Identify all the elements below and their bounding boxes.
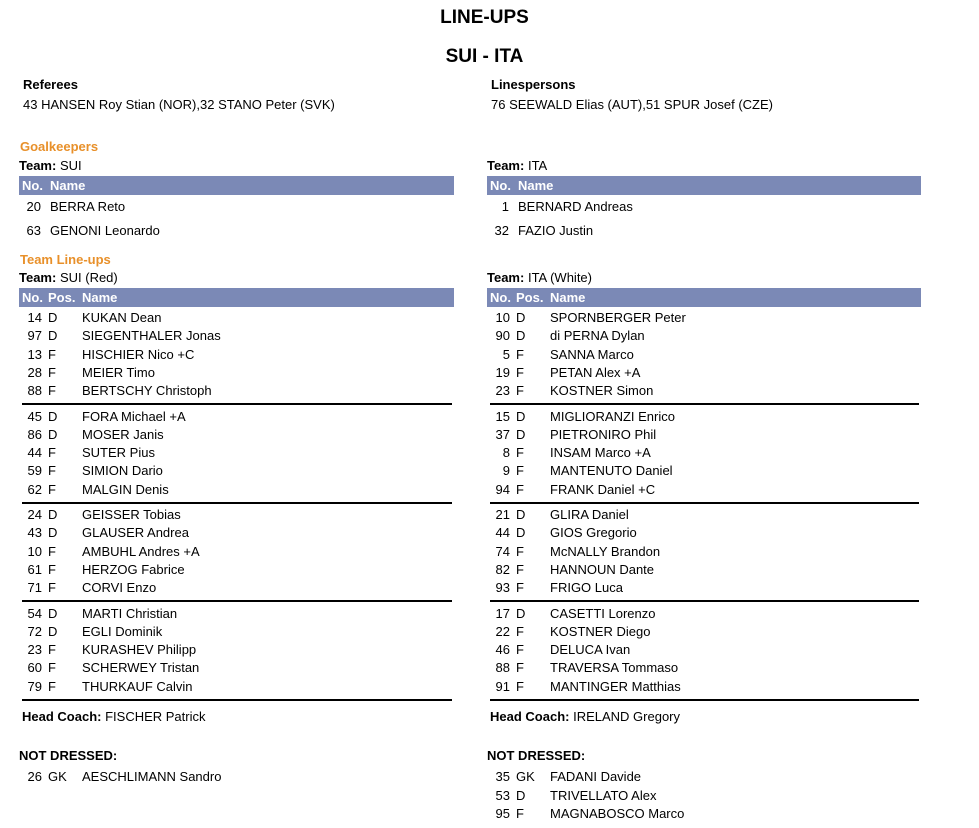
- player-position: D: [516, 605, 526, 621]
- player-number: 44: [495, 525, 510, 541]
- player-position: F: [48, 481, 56, 497]
- not-dressed-row: [19, 768, 454, 786]
- head-coach-label: Head Coach:: [490, 709, 570, 724]
- player-number: 97: [27, 328, 42, 344]
- player-name: MARTI Christian: [82, 605, 178, 621]
- head-coach-name: FISCHER Patrick: [105, 709, 206, 724]
- player-position: F: [516, 678, 524, 694]
- player-position: F: [516, 346, 524, 362]
- player-position: F: [516, 445, 524, 461]
- header-name: Name: [550, 290, 586, 305]
- header-name: Name: [518, 178, 554, 193]
- player-number: 54: [27, 605, 42, 621]
- player-position: GK: [516, 769, 535, 784]
- player-position: F: [48, 580, 56, 596]
- player-position: F: [48, 346, 56, 362]
- player-name: FRIGO Luca: [550, 580, 623, 596]
- lineup-team-label: [487, 270, 592, 285]
- player-number: 72: [27, 623, 42, 639]
- player-name: BERTSCHY Christoph: [82, 383, 212, 399]
- player-row: [19, 579, 454, 597]
- player-name: MAGNABOSCO Marco: [550, 806, 685, 821]
- player-row: [487, 426, 921, 444]
- player-position: F: [48, 543, 56, 559]
- player-name: SANNA Marco: [550, 346, 634, 362]
- header-pos: Pos.: [48, 290, 76, 305]
- player-row: [19, 641, 454, 659]
- player-number: 23: [495, 383, 510, 399]
- player-name: FORA Michael +A: [82, 408, 186, 424]
- player-number: 19: [495, 364, 510, 380]
- player-position: F: [516, 383, 524, 399]
- player-number: 53: [495, 787, 510, 803]
- player-number: 82: [495, 561, 510, 577]
- header-no: No.: [22, 290, 43, 305]
- not-dressed-label: NOT DRESSED:: [19, 748, 118, 763]
- line-separator: [490, 403, 919, 405]
- player-name: MANTINGER Matthias: [550, 678, 681, 694]
- player-row: [487, 543, 921, 561]
- player-number: 13: [27, 346, 42, 362]
- player-number: 5: [502, 346, 510, 362]
- player-row: [487, 309, 921, 327]
- player-position: F: [516, 561, 524, 577]
- player-number: 63: [26, 223, 41, 238]
- player-name: PETAN Alex +A: [550, 364, 641, 380]
- player-name: SCHERWEY Tristan: [82, 660, 200, 676]
- player-position: F: [516, 642, 524, 658]
- player-name: GLIRA Daniel: [550, 507, 629, 522]
- page-title: LINE-UPS: [440, 7, 529, 28]
- team-lineups-heading: Team Line-ups: [20, 252, 111, 267]
- goalkeeper-row: [19, 198, 454, 216]
- player-name: GEISSER Tobias: [82, 507, 181, 522]
- lineup-team-name: SUI (Red): [59, 270, 118, 285]
- player-row: [19, 543, 454, 561]
- player-number: 62: [27, 481, 42, 497]
- player-number: 17: [495, 605, 510, 621]
- player-row: [19, 605, 454, 623]
- player-row: [19, 524, 454, 542]
- team-label: Team:: [19, 158, 57, 173]
- player-name: HISCHIER Nico +C: [82, 346, 195, 362]
- player-position: F: [48, 561, 56, 577]
- head-coach: [22, 709, 206, 724]
- player-row: [19, 346, 454, 364]
- player-number: 88: [495, 660, 510, 676]
- player-position: F: [48, 463, 56, 479]
- player-row: [487, 327, 921, 345]
- player-name: THURKAUF Calvin: [82, 678, 193, 694]
- player-number: 88: [27, 383, 42, 399]
- referees-label: Referees: [23, 77, 78, 92]
- player-number: 15: [495, 408, 510, 424]
- player-name: AMBUHL Andres +A: [82, 543, 200, 559]
- player-name: CASETTI Lorenzo: [550, 605, 656, 621]
- player-name: SPORNBERGER Peter: [550, 310, 686, 325]
- player-name: BERNARD Andreas: [518, 199, 633, 214]
- lineup-team-label: [19, 270, 118, 285]
- line-separator: [22, 502, 452, 504]
- player-name: MEIER Timo: [82, 364, 155, 380]
- player-row: [19, 382, 454, 400]
- player-row: [19, 659, 454, 677]
- line-separator: [490, 699, 919, 701]
- player-name: GENONI Leonardo: [50, 223, 160, 238]
- player-position: D: [516, 525, 526, 541]
- linespersons-value: 76 SEEWALD Elias (AUT),51 SPUR Josef (CZE): [491, 97, 773, 112]
- player-name: di PERNA Dylan: [550, 328, 645, 344]
- player-row: [19, 364, 454, 382]
- player-position: D: [516, 328, 526, 344]
- player-position: F: [48, 445, 56, 461]
- player-row: [487, 678, 921, 696]
- player-row: [19, 426, 454, 444]
- player-name: MALGIN Denis: [82, 481, 169, 497]
- player-name: KUKAN Dean: [82, 310, 162, 325]
- player-row: [487, 641, 921, 659]
- head-coach: [490, 709, 680, 724]
- player-position: F: [48, 642, 56, 658]
- player-number: 44: [27, 445, 42, 461]
- goalkeepers-heading: Goalkeepers: [20, 139, 99, 154]
- player-name: GLAUSER Andrea: [82, 525, 189, 541]
- gk-team-label: [487, 158, 547, 173]
- player-name: CORVI Enzo: [82, 580, 157, 596]
- player-row: [487, 481, 921, 499]
- team-label: Team:: [487, 158, 525, 173]
- player-row: [19, 327, 454, 345]
- player-row: [487, 659, 921, 677]
- player-position: D: [516, 310, 526, 325]
- player-number: 26: [27, 769, 42, 784]
- header-no: No.: [490, 290, 511, 305]
- player-number: 20: [26, 199, 41, 214]
- player-position: F: [516, 623, 524, 639]
- player-row: [487, 462, 921, 480]
- head-coach-label: Head Coach:: [22, 709, 102, 724]
- line-separator: [22, 600, 452, 602]
- gk-team-name: ITA: [527, 158, 548, 173]
- player-row: [487, 346, 921, 364]
- player-position: F: [48, 660, 56, 676]
- player-name: DELUCA Ivan: [550, 642, 631, 658]
- player-name: KOSTNER Simon: [550, 383, 654, 399]
- player-name: KURASHEV Philipp: [82, 642, 197, 658]
- player-position: D: [516, 408, 526, 424]
- player-row: [487, 506, 921, 524]
- player-row: [487, 561, 921, 579]
- player-row: [487, 605, 921, 623]
- player-number: 10: [27, 543, 42, 559]
- head-coach-name: IRELAND Gregory: [573, 709, 681, 724]
- player-name: FAZIO Justin: [518, 223, 594, 238]
- player-position: F: [516, 580, 524, 596]
- player-number: 1: [501, 199, 509, 214]
- player-position: D: [48, 426, 58, 442]
- player-row: [19, 506, 454, 524]
- team-label: Team:: [19, 270, 57, 285]
- player-number: 93: [495, 580, 510, 596]
- player-number: 10: [495, 310, 510, 325]
- player-name: SUTER Pius: [82, 445, 155, 461]
- goalkeeper-row: [487, 222, 921, 240]
- player-row: [19, 408, 454, 426]
- player-number: 21: [495, 507, 510, 522]
- not-dressed-row: [487, 768, 921, 786]
- lineup-header: [19, 288, 454, 307]
- line-separator: [22, 403, 452, 405]
- not-dressed-label: NOT DRESSED:: [487, 748, 586, 763]
- player-number: 43: [27, 525, 42, 541]
- player-number: 24: [27, 507, 42, 522]
- player-row: [19, 561, 454, 579]
- player-number: 74: [495, 543, 510, 559]
- header-name: Name: [82, 290, 118, 305]
- player-position: GK: [48, 769, 67, 784]
- player-name: TRAVERSA Tommaso: [550, 660, 679, 676]
- lineup-team-name: ITA (White): [527, 270, 592, 285]
- player-number: 37: [495, 426, 510, 442]
- player-position: F: [516, 463, 524, 479]
- player-number: 79: [27, 678, 42, 694]
- player-row: [19, 481, 454, 499]
- player-number: 35: [495, 769, 510, 784]
- player-position: D: [48, 525, 58, 541]
- gk-team-label: [19, 158, 82, 173]
- player-number: 61: [27, 561, 42, 577]
- player-row: [19, 678, 454, 696]
- player-position: F: [48, 364, 56, 380]
- player-name: MANTENUTO Daniel: [550, 463, 673, 479]
- player-number: 9: [502, 463, 510, 479]
- player-number: 14: [27, 310, 42, 325]
- player-name: FRANK Daniel +C: [550, 481, 656, 497]
- team-label: Team:: [487, 270, 525, 285]
- player-position: F: [516, 806, 524, 821]
- lineup-header: [487, 288, 921, 307]
- player-row: [487, 524, 921, 542]
- player-row: [487, 364, 921, 382]
- player-row: [487, 408, 921, 426]
- player-row: [487, 623, 921, 641]
- player-number: 60: [27, 660, 42, 676]
- goalkeeper-row: [487, 198, 921, 216]
- player-row: [487, 382, 921, 400]
- player-name: BERRA Reto: [50, 199, 126, 214]
- player-number: 90: [495, 328, 510, 344]
- player-number: 8: [502, 445, 510, 461]
- player-position: D: [48, 408, 58, 424]
- player-number: 28: [27, 364, 42, 380]
- player-number: 32: [494, 223, 509, 238]
- player-name: AESCHLIMANN Sandro: [82, 769, 222, 784]
- player-position: F: [48, 383, 56, 399]
- player-number: 23: [27, 642, 42, 658]
- player-name: TRIVELLATO Alex: [550, 787, 657, 803]
- goalkeepers-header: [19, 176, 454, 195]
- not-dressed-row: [487, 805, 921, 823]
- player-row: [487, 444, 921, 462]
- header-name: Name: [50, 178, 86, 193]
- player-row: [19, 623, 454, 641]
- player-name: KOSTNER Diego: [550, 623, 651, 639]
- player-position: D: [516, 787, 526, 803]
- line-separator: [490, 502, 919, 504]
- player-row: [19, 444, 454, 462]
- player-position: F: [48, 678, 56, 694]
- linespersons-label: Linespersons: [491, 77, 576, 92]
- player-position: D: [516, 507, 526, 522]
- header-no: No.: [22, 178, 43, 193]
- player-name: MIGLIORANZI Enrico: [550, 408, 675, 424]
- player-name: GIOS Gregorio: [550, 525, 637, 541]
- player-number: 71: [27, 580, 42, 596]
- player-name: HERZOG Fabrice: [82, 561, 185, 577]
- line-separator: [22, 699, 452, 701]
- referees-value: 43 HANSEN Roy Stian (NOR),32 STANO Peter (SVK): [23, 97, 335, 112]
- player-name: MOSER Janis: [82, 426, 164, 442]
- player-position: F: [516, 660, 524, 676]
- player-position: D: [48, 310, 58, 325]
- player-position: D: [48, 623, 58, 639]
- player-position: F: [516, 364, 524, 380]
- player-name: FADANI Davide: [550, 769, 642, 784]
- header-no: No.: [490, 178, 511, 193]
- gk-team-name: SUI: [59, 158, 82, 173]
- player-number: 59: [27, 463, 42, 479]
- player-position: F: [516, 543, 524, 559]
- player-name: SIEGENTHALER Jonas: [82, 328, 221, 344]
- player-position: D: [516, 426, 526, 442]
- player-number: 94: [495, 481, 510, 497]
- goalkeeper-row: [19, 222, 454, 240]
- player-number: 45: [27, 408, 42, 424]
- header-pos: Pos.: [516, 290, 544, 305]
- player-name: PIETRONIRO Phil: [550, 426, 657, 442]
- player-number: 95: [495, 806, 510, 821]
- goalkeepers-header: [487, 176, 921, 195]
- player-number: 46: [495, 642, 510, 658]
- line-separator: [490, 600, 919, 602]
- not-dressed-row: [487, 787, 921, 805]
- player-name: INSAM Marco +A: [550, 445, 651, 461]
- player-position: F: [516, 481, 524, 497]
- player-name: SIMION Dario: [82, 463, 163, 479]
- player-name: HANNOUN Dante: [550, 561, 655, 577]
- player-position: D: [48, 328, 58, 344]
- player-position: D: [48, 605, 58, 621]
- player-row: [19, 462, 454, 480]
- player-row: [19, 309, 454, 327]
- player-number: 91: [495, 678, 510, 694]
- player-row: [487, 579, 921, 597]
- player-position: D: [48, 507, 58, 522]
- player-number: 86: [27, 426, 42, 442]
- player-number: 22: [495, 623, 510, 639]
- player-name: EGLI Dominik: [82, 623, 163, 639]
- player-name: McNALLY Brandon: [550, 543, 661, 559]
- match-title: SUI - ITA: [445, 46, 524, 67]
